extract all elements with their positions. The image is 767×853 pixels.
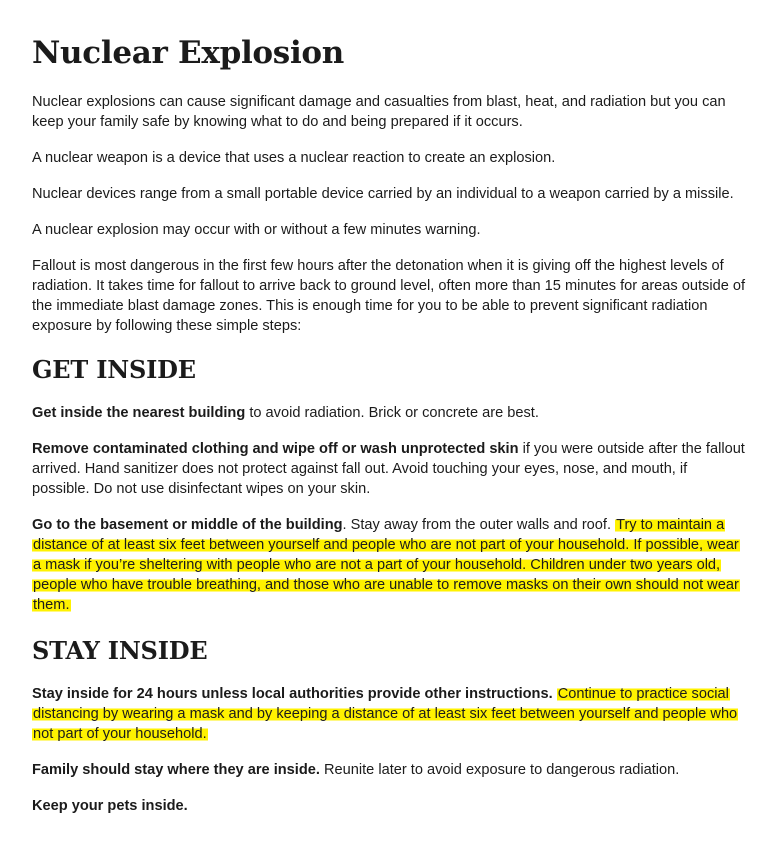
get-inside-heading: GET INSIDE	[32, 355, 196, 384]
bold-lead: Remove contaminated clothing and wipe off or wash unprotected skin	[32, 441, 519, 457]
get-inside-paragraph-1	[32, 403, 746, 423]
intro-paragraph-2: A nuclear weapon is a device that uses a nuclear reaction to create an explosion.	[32, 150, 556, 166]
stay-inside-paragraph-2	[32, 760, 746, 780]
get-inside-paragraph-2	[32, 439, 746, 499]
stay-inside-paragraph-3	[32, 796, 746, 816]
bold-lead: Keep your pets inside.	[32, 798, 188, 814]
bold-lead: Go to the basement or middle of the building	[32, 517, 343, 533]
stay-inside-paragraph-1	[32, 684, 746, 744]
bold-lead: Stay inside for 24 hours unless local authorities provide other instructions.	[32, 686, 553, 702]
intro-paragraph-3: Nuclear devices range from a small portable device carried by an individual to a weapon carried by a missile.	[32, 186, 734, 202]
paragraph-text: Reunite later to avoid exposure to dangerous radiation.	[319, 762, 680, 778]
intro-paragraph-1: Nuclear explosions can cause significant damage and casualties from blast, heat, and radiation but you can keep your family safe by knowing what to do and being prepared if it occurs.	[32, 94, 726, 130]
highlighted-text: Try to maintain a distance of at least six feet between yourself and people who are not part of your household. If possible, wear a mask if you’re sheltering with people who are not a part of your household. Children under two years old, people who have trouble breathing, and those who are unable to remove masks on their own should not wear them.	[33, 517, 739, 613]
intro-paragraph-4: A nuclear explosion may occur with or without a few minutes warning.	[32, 222, 481, 238]
highlighted-text: Continue to practice social distancing by wearing a mask and by keeping a distance of at least six feet between yourself and people who not part of your household.	[33, 686, 738, 742]
page-title: Nuclear Explosion	[32, 35, 345, 71]
get-inside-paragraph-3	[32, 515, 746, 615]
paragraph-text: . Stay away from the outer walls and roof.	[342, 517, 616, 533]
article	[32, 0, 746, 832]
paragraph-text: if you were outside after the fallout arrived. Hand sanitizer does not protect against fall out. Avoid touching your eyes, nose, and mouth, if possible. Do not use disinfectant wipes on your skin.	[32, 441, 745, 497]
paragraph-text: to avoid radiation. Brick or concrete are best.	[245, 405, 539, 421]
bold-lead: Family should stay where they are inside.	[32, 762, 320, 778]
stay-inside-heading: STAY INSIDE	[32, 636, 208, 665]
bold-lead: Get inside the nearest building	[32, 405, 246, 421]
intro-paragraph-5: Fallout is most dangerous in the first few hours after the detonation when it is giving off the highest levels of radiation. It takes time for fallout to arrive back to ground level, often more than 15 minutes for areas outside of the immediate blast damage zones. This is enough time for you to be able to prevent significant radiation exposure by following these simple steps:	[32, 258, 746, 334]
